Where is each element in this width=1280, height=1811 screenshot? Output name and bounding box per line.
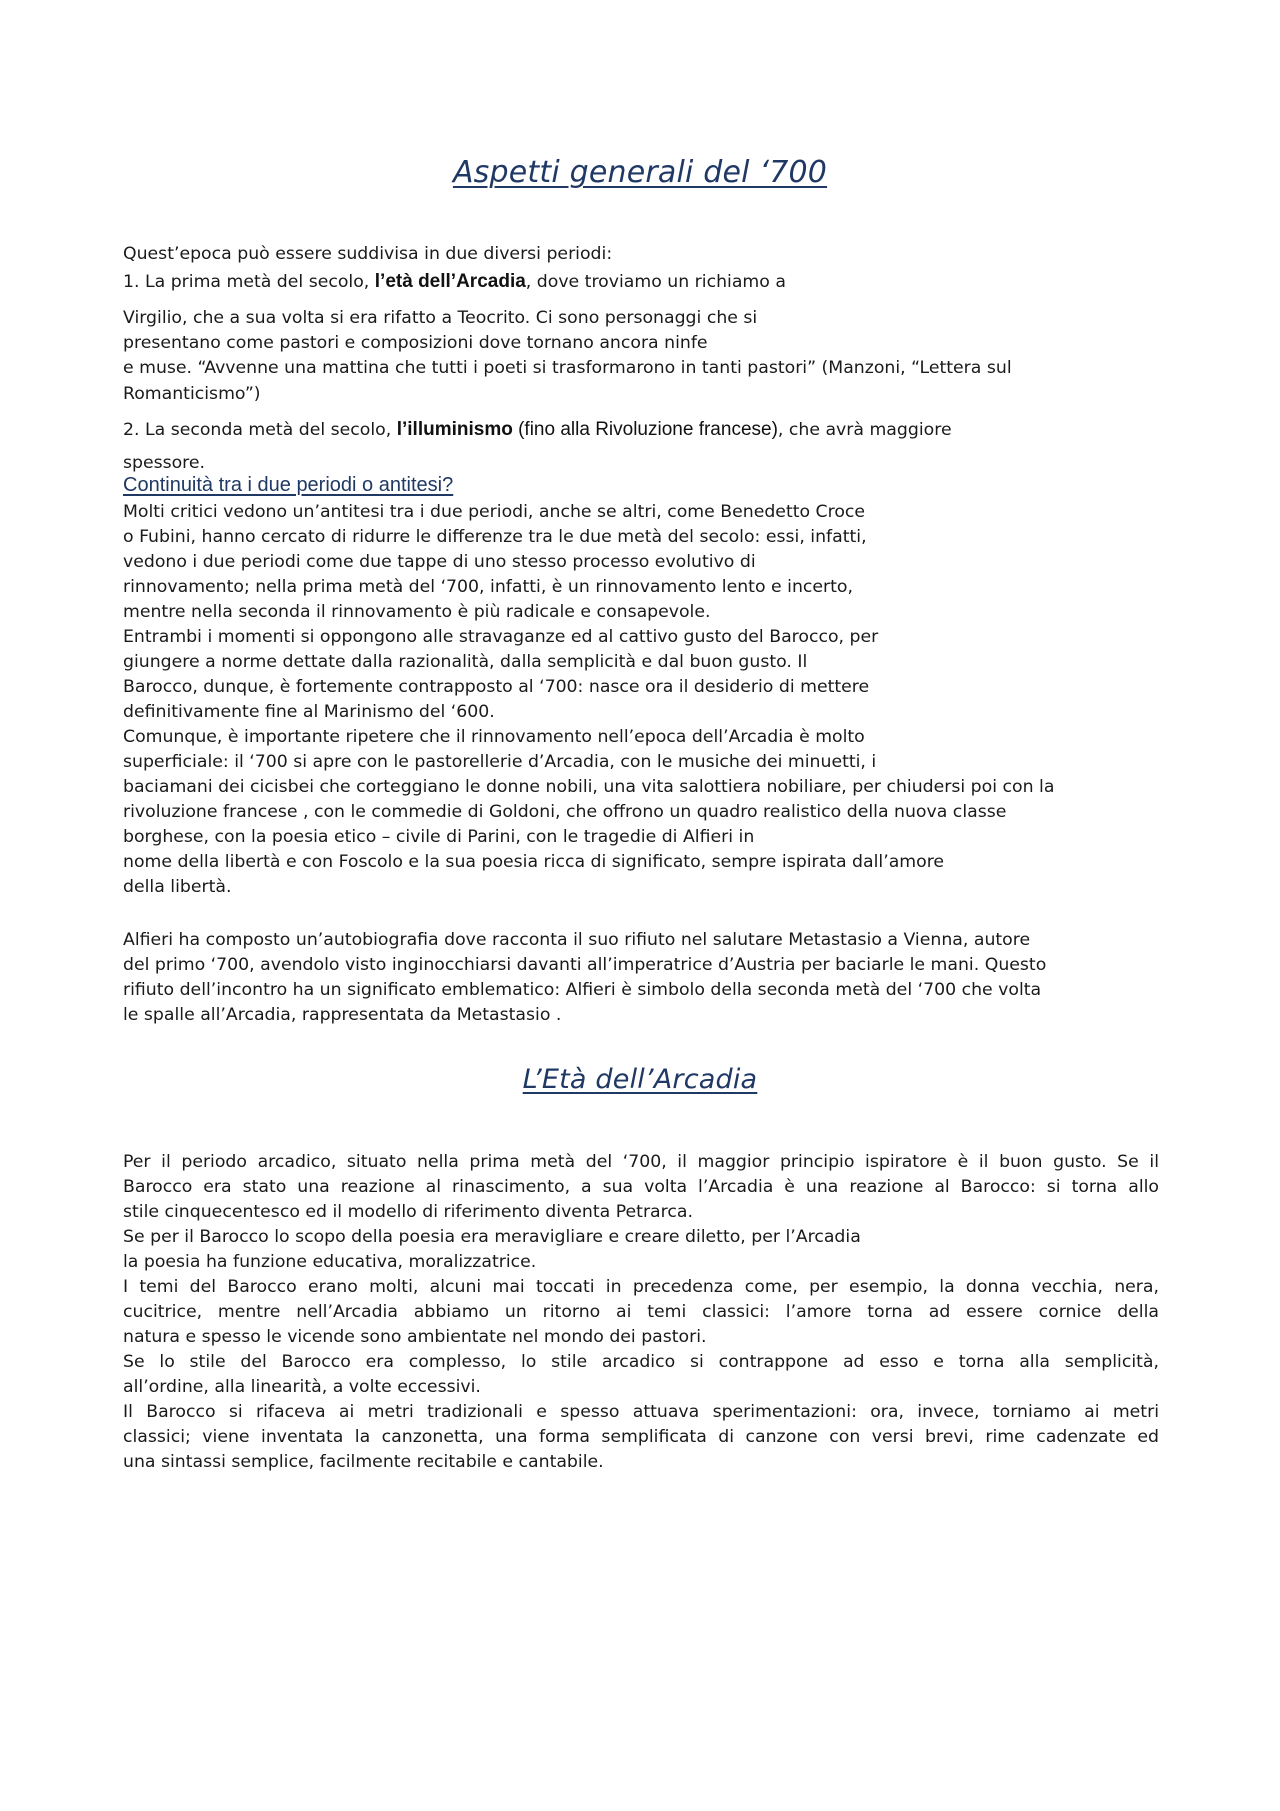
period1-line: e muse. “Avvenne una mattina che tutti i poeti si trasformarono in tanti pastori” (Manzoni, “Lettera sul <box>123 358 1012 378</box>
body-line: Entrambi i momenti si oppongono alle stravaganze ed al cattivo gusto del Barocco, per <box>123 627 879 647</box>
body-line: baciamani dei cicisbei che corteggiano le donne nobili, una vita salottiera nobiliare, per chiudersi poi con la <box>123 777 1055 797</box>
alfieri-line: Alfieri ha composto un’autobiografia dove racconta il suo rifiuto nel salutare Metastasio a Vienna, autore <box>123 930 1031 950</box>
body-line: Barocco, dunque, è fortemente contrapposto al ‘700: nasce ora il desiderio di mettere <box>123 677 870 697</box>
alfieri-line: rifiuto dell’incontro ha un significato emblematico: Alfieri è simbolo della seconda metà del ‘700 che volta <box>123 980 1042 1000</box>
alfieri-line: del primo ‘700, avendolo visto inginocchiarsi davanti all’imperatrice d’Austria per baciarle le mani. Questo <box>123 955 1047 975</box>
arcadia-line: la poesia ha funzione educativa, moralizzatrice. <box>123 1252 537 1272</box>
body-line: Molti critici vedono un’antitesi tra i due periodi, anche se altri, come Benedetto Croce <box>123 502 866 522</box>
body-line: giungere a norme dettate dalla razionalità, dalla semplicità e dal buon gusto. Il <box>123 652 808 672</box>
arcadia-line: Per il periodo arcadico, situato nella prima metà del ‘700, il maggior principio ispiratore è il buon gusto. Se il <box>123 1152 1159 1172</box>
body-line: rivoluzione francese , con le commedie di Goldoni, che offrono un quadro realistico della nuova classe <box>123 802 1007 822</box>
arcadia-line: Se lo stile del Barocco era complesso, lo stile arcadico si contrappone ad esso e torna alla semplicità, <box>123 1352 1159 1372</box>
period1-line: Virgilio, che a sua volta si era rifatto a Teocrito. Ci sono personaggi che si <box>123 308 758 328</box>
period2-line: spessore. <box>123 453 206 473</box>
body-line: Comunque, è importante ripetere che il rinnovamento nell’epoca dell’Arcadia è molto <box>123 727 865 747</box>
period1-prefix: 1. La prima metà del secolo, <box>123 272 375 292</box>
section-title-arcadia: L’Età dell’Arcadia <box>522 1064 758 1095</box>
page-title: Aspetti generali del ‘700 <box>452 155 828 190</box>
arcadia-line: Se per il Barocco lo scopo della poesia era meravigliare e creare diletto, per l’Arcadia <box>123 1227 861 1247</box>
body-line: della libertà. <box>123 877 232 897</box>
arcadia-line: Barocco era stato una reazione al rinascimento, a sua volta l’Arcadia è una reazione al Barocco: si torna allo <box>123 1177 1159 1197</box>
body-line: mentre nella seconda il rinnovamento è più radicale e consapevole. <box>123 602 711 622</box>
arcadia-line: una sintassi semplice, facilmente recitabile e cantabile. <box>123 1452 604 1472</box>
body-line: borghese, con la poesia etico – civile di Parini, con le tragedie di Alfieri in <box>123 827 755 847</box>
period2-highlight: l’illuminismo <box>396 419 513 440</box>
arcadia-line: I temi del Barocco erano molti, alcuni mai toccati in precedenza come, per esempio, la donna vecchia, nera, <box>123 1277 1159 1297</box>
period2-paren: (fino alla Rivoluzione francese) <box>512 419 778 440</box>
arcadia-line: stile cinquecentesco ed il modello di riferimento diventa Petrarca. <box>123 1202 693 1222</box>
period1-line: presentano come pastori e composizioni dove tornano ancora ninfe <box>123 333 708 353</box>
body-line: vedono i due periodi come due tappe di uno stesso processo evolutivo di <box>123 552 756 572</box>
arcadia-line: natura e spesso le vicende sono ambientate nel mondo dei pastori. <box>123 1327 707 1347</box>
arcadia-line: classici; viene inventata la canzonetta, una forma semplificata di canzone con versi brevi, rime cadenzate ed <box>123 1427 1159 1447</box>
arcadia-line: Il Barocco si rifaceva ai metri tradizionali e spesso attuava sperimentazioni: ora, invece, torniamo ai metri <box>123 1402 1159 1422</box>
period1-line: Romanticismo”) <box>123 384 261 404</box>
period2-suffix: , che avrà maggiore <box>777 420 952 440</box>
arcadia-line: all’ordine, alla linearità, a volte eccessivi. <box>123 1377 481 1397</box>
alfieri-line: le spalle all’Arcadia, rappresentata da Metastasio . <box>123 1005 562 1025</box>
body-line: rinnovamento; nella prima metà del ‘700, infatti, è un rinnovamento lento e incerto, <box>123 577 853 597</box>
body-line: nome della libertà e con Foscolo e la sua poesia ricca di significato, sempre ispirata dall’amore <box>123 852 945 872</box>
period2-heading-line <box>123 419 952 441</box>
body-line: superficiale: il ‘700 si apre con le pastorellerie d’Arcadia, con le musiche dei minuetti, i <box>123 752 877 772</box>
body-line: o Fubini, hanno cercato di ridurre le differenze tra le due metà del secolo: essi, infatti, <box>123 527 867 547</box>
arcadia-line: cucitrice, mentre nell’Arcadia abbiamo un ritorno ai temi classici: l’amore torna ad essere cornice della <box>123 1302 1159 1322</box>
period1-suffix: , dove troviamo un richiamo a <box>525 272 786 292</box>
period1-heading-line <box>123 271 786 293</box>
body-line: definitivamente fine al Marinismo del ‘600. <box>123 702 495 722</box>
intro-text: Quest’epoca può essere suddivisa in due diversi periodi: <box>123 244 613 264</box>
period2-prefix: 2. La seconda metà del secolo, <box>123 420 397 440</box>
section-subheading: Continuità tra i due periodi o antitesi? <box>123 474 454 496</box>
period1-highlight: l’età dell’Arcadia <box>374 271 526 292</box>
